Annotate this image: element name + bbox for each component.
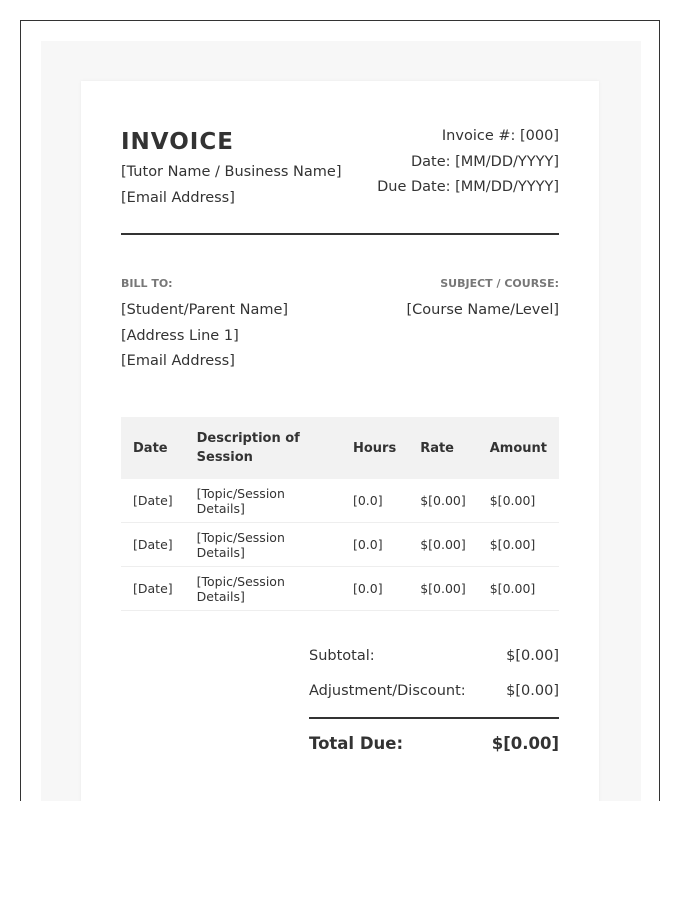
cell-description: [Topic/Session Details] <box>185 567 341 611</box>
cell-amount: $[0.00] <box>478 523 559 567</box>
header-date: Date <box>121 417 185 479</box>
header-rate: Rate <box>408 417 478 479</box>
cell-hours: [0.0] <box>341 523 408 567</box>
table-row <box>121 523 559 567</box>
billing-section <box>121 277 559 377</box>
totals-section <box>309 639 559 769</box>
invoice-date: Date: [MM/DD/YYYY] <box>410 153 559 170</box>
cell-hours: [0.0] <box>341 567 408 611</box>
total-due-row <box>309 719 559 769</box>
subtotal-label: Subtotal: <box>309 648 375 664</box>
invoice-title: INVOICE <box>121 129 234 155</box>
total-due-value: $[0.00] <box>491 734 559 753</box>
bill-to-block <box>121 277 288 375</box>
subtotal-row <box>309 639 559 674</box>
header-amount: Amount <box>478 417 559 479</box>
subject-block <box>407 277 559 324</box>
invoice-meta <box>377 124 559 201</box>
subject-label: SUBJECT / COURSE: <box>440 277 559 290</box>
cell-hours: [0.0] <box>341 479 408 523</box>
bill-to-email: [Email Address] <box>121 353 235 369</box>
subtotal-value: $[0.00] <box>506 648 559 664</box>
header-divider <box>121 233 559 235</box>
invoice-due-date: Due Date: [MM/DD/YYYY] <box>377 179 559 195</box>
business-email: [Email Address] <box>121 190 235 206</box>
cell-date: [Date] <box>121 523 185 567</box>
line-items-table <box>121 417 559 611</box>
cell-amount: $[0.00] <box>478 479 559 523</box>
cell-amount: $[0.00] <box>478 567 559 611</box>
cell-rate: $[0.00] <box>408 479 478 523</box>
invoice-content <box>121 128 559 753</box>
cell-description: [Topic/Session Details] <box>185 479 341 523</box>
cell-date: [Date] <box>121 479 185 523</box>
header-hours: Hours <box>341 417 408 479</box>
table-header-row <box>121 417 559 479</box>
table-row <box>121 567 559 611</box>
subject-course: [Course Name/Level] <box>406 302 559 318</box>
total-due-label: Total Due: <box>309 734 404 753</box>
invoice-sheet <box>81 81 599 801</box>
table-row <box>121 479 559 523</box>
discount-label: Adjustment/Discount: <box>309 683 466 699</box>
invoice-number: Invoice #: [000] <box>441 128 559 144</box>
business-block <box>121 129 342 211</box>
discount-row <box>309 674 559 709</box>
business-name: [Tutor Name / Business Name] <box>121 164 342 180</box>
page-backdrop <box>41 41 641 801</box>
bill-to-name: [Student/Parent Name] <box>121 302 289 318</box>
discount-value: $[0.00] <box>506 683 559 699</box>
bill-to-label: BILL TO: <box>121 277 173 290</box>
cell-date: [Date] <box>121 567 185 611</box>
cell-rate: $[0.00] <box>408 567 478 611</box>
bill-to-address: [Address Line 1] <box>121 327 239 344</box>
cell-rate: $[0.00] <box>408 523 478 567</box>
header-description: Description of Session <box>185 417 341 479</box>
page-frame <box>20 20 660 801</box>
cell-description: [Topic/Session Details] <box>185 523 341 567</box>
invoice-header <box>121 129 559 229</box>
